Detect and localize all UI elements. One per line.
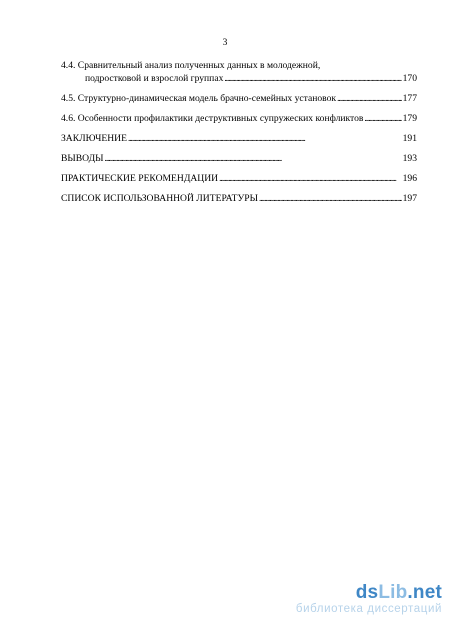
toc-entry-conclusion <box>61 132 417 145</box>
toc-entry-4-5 <box>61 92 417 105</box>
toc-entry-title: ЗАКЛЮЧЕНИЕ <box>61 133 127 144</box>
toc-page-number: 193 <box>402 153 417 164</box>
toc-page-number: 170 <box>402 73 417 84</box>
toc-leader-dots <box>224 72 401 85</box>
table-of-contents <box>61 59 417 205</box>
toc-leader-dots <box>219 172 402 185</box>
toc-entry-findings <box>61 152 417 165</box>
toc-page-number: 196 <box>402 173 417 184</box>
toc-entry-title: 4.5. Структурно-динамическая модель брачно-семейных установок <box>61 93 337 104</box>
toc-entry-title: ПРАКТИЧЕСКИЕ РЕКОМЕНДАЦИИ <box>61 173 219 184</box>
toc-page-number: 177 <box>402 93 417 104</box>
toc-leader-dots <box>259 192 402 205</box>
toc-entry-4-4 <box>61 59 417 85</box>
watermark-logo <box>272 583 442 603</box>
toc-page-number: 197 <box>402 193 417 204</box>
page-number: 3 <box>222 38 228 48</box>
watermark-tagline: библиотека диссертаций <box>295 603 442 615</box>
toc-leader-dots <box>337 92 402 105</box>
toc-entry-title: 4.6. Особенности профилактики деструктивных супружеских конфликтов <box>61 113 364 124</box>
toc-entry-title: ВЫВОДЫ <box>61 153 104 164</box>
toc-entry-last-line <box>61 72 417 85</box>
logo-part-ds: ds <box>355 582 379 603</box>
toc-entry-references <box>61 192 417 205</box>
toc-entry-title: СПИСОК ИСПОЛЬЗОВАННОЙ ЛИТЕРАТУРЫ <box>61 193 259 204</box>
toc-leader-dots <box>105 152 402 165</box>
logo-part-net: net <box>412 582 442 603</box>
logo-part-lib: Lib <box>378 582 408 603</box>
watermark <box>272 583 442 616</box>
toc-leader-dots <box>364 112 401 125</box>
toc-page-number: 191 <box>402 133 417 144</box>
toc-entry-4-6 <box>61 112 417 125</box>
toc-entry-title-line: 4.4. Сравнительный анализ полученных данных в молодежной, <box>61 60 321 71</box>
toc-entry-title-line: подростковой и взрослой группах <box>85 73 224 84</box>
toc-entry-recommendations <box>61 172 417 185</box>
toc-page-number: 179 <box>402 113 417 124</box>
toc-leader-dots <box>128 132 402 145</box>
logo-part-dot: . <box>407 582 413 603</box>
